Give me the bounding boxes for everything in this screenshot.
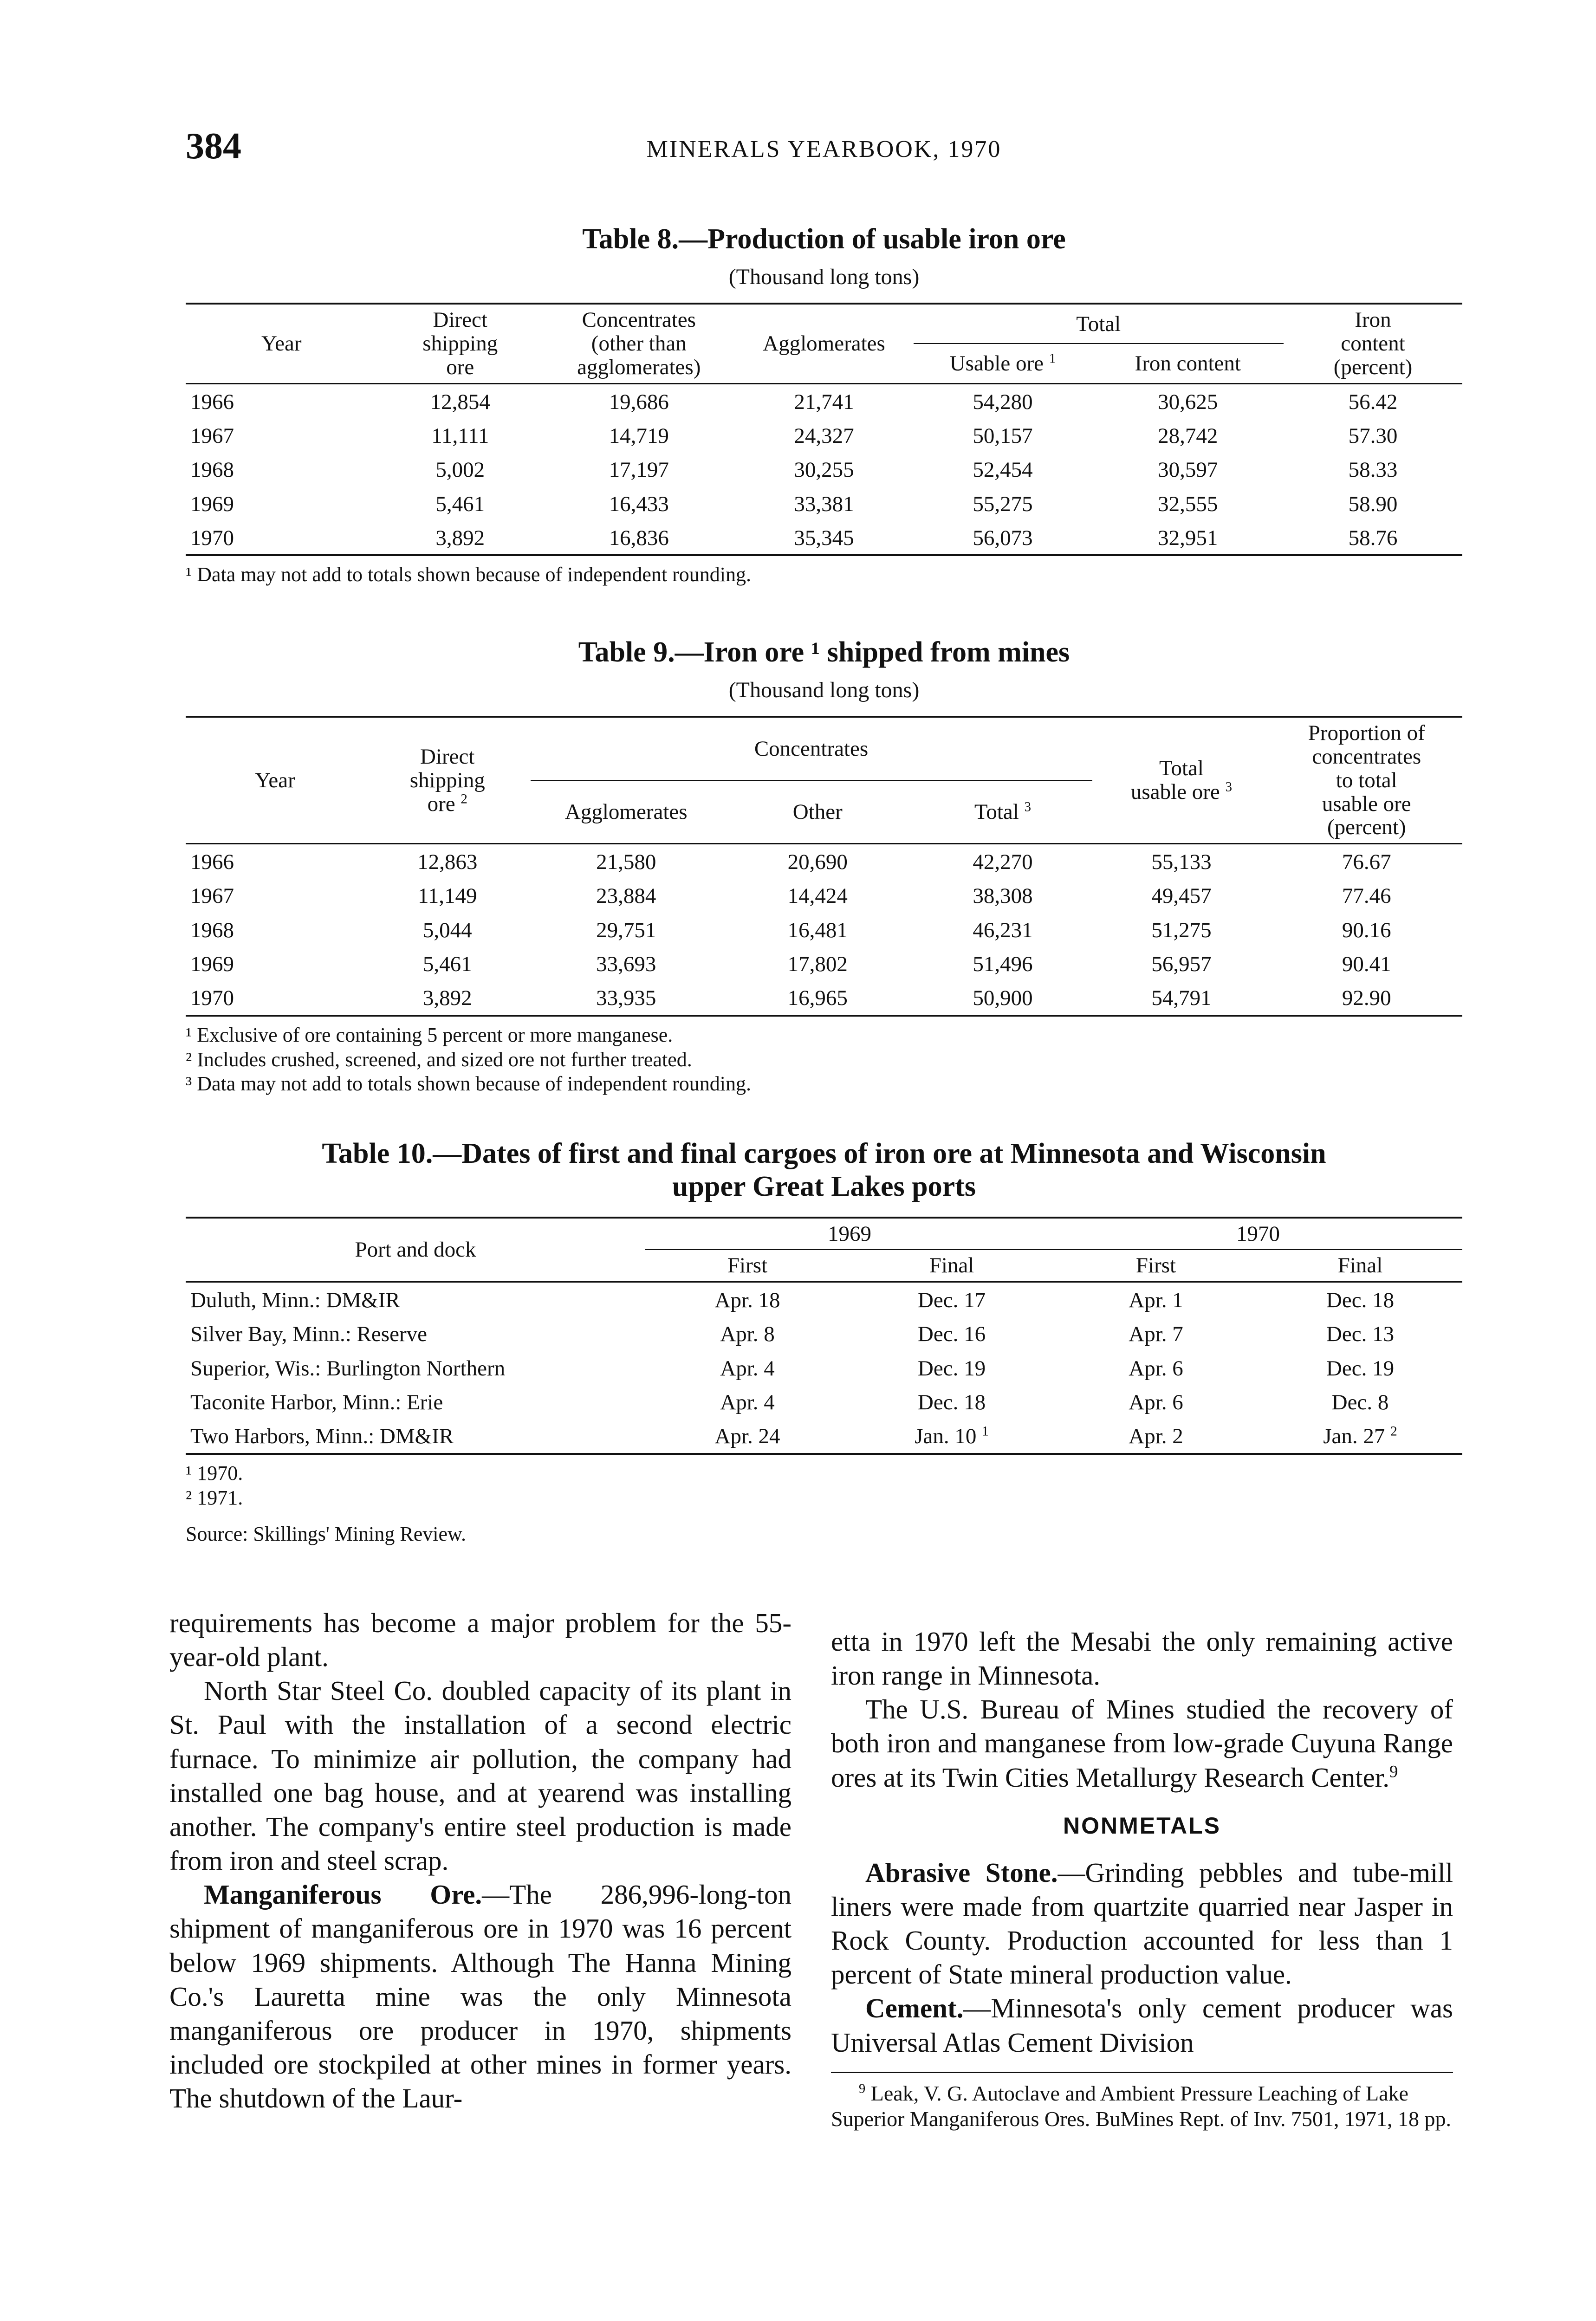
col-other: Other [792, 799, 843, 824]
table-row: 1969 5,461 16,433 33,381 55,275 32,555 58.90 [190, 492, 1398, 516]
col-port-and-dock: Port and dock [355, 1237, 476, 1262]
col-agglomerates: Agglomerates [564, 799, 688, 824]
col-total: Total $^3$ [974, 799, 1032, 824]
table-row: 1966 12,854 19,686 21,741 54,280 30,625 56.42 [190, 389, 1398, 414]
table-9-units: (Thousand long tons) [728, 678, 920, 703]
col-1969: 1969 [645, 1218, 1054, 1250]
col-1970-final: Final [1337, 1253, 1383, 1278]
table-row: Two Harbors, Minn.: DM&IR Apr. 24 Jan. 10 $^1$ Apr. 2 Jan. 27 $^2$ [190, 1424, 1397, 1449]
table-row: 1968 5,044 29,751 16,481 46,231 51,275 90.16 [190, 918, 1391, 942]
table-row: Duluth, Minn.: DM&IR Apr. 18 Dec. 17 Apr. 1 Dec. 18 [190, 1288, 1395, 1313]
col-total-usable-ore: Total usable ore $^3$ [1130, 756, 1233, 804]
table-row: Silver Bay, Minn.: Reserve Apr. 8 Dec. 16 Apr. 7 Dec. 13 [190, 1322, 1395, 1347]
left-column [169, 1606, 792, 2115]
table-9-grid [186, 716, 1462, 1016]
table-row: 1966 12,863 21,580 20,690 42,270 55,133 76.67 [190, 850, 1391, 875]
col-year: Year [255, 768, 295, 792]
table-10-footnotes: ¹ 1970. ² 1971. Source: Skillings' Mining Review. [186, 1461, 1462, 1547]
paragraph: North Star Steel Co. doubled capacity of its plant in St. Paul with the installation of a second electric furnace. To minimize air pollution, the company had installed one bag house, and at yearend was installing another. The company's entire steel production is made from iron and steel scrap. [169, 1675, 792, 1876]
table-9 [186, 636, 1462, 1096]
col-1970-first: First [1135, 1253, 1176, 1278]
table-8 [186, 223, 1462, 587]
table-10-grid [186, 1217, 1462, 1455]
table-row: 1967 11,111 14,719 24,327 50,157 28,742 57.30 [190, 423, 1398, 448]
col-agglomerates: Agglomerates [763, 331, 885, 356]
page-number: 384 [186, 126, 241, 167]
page-header [186, 125, 1462, 176]
col-total-group: Total [914, 304, 1284, 344]
table-8-footnotes: ¹ Data may not add to totals shown because of independent rounding. [186, 563, 752, 586]
paragraph: The U.S. Bureau of Mines studied the recovery of both iron and manganese from low-grade Cuyuna Range ores at its Twin Cities Metallurgy Research Center.$^9$ [831, 1694, 1453, 1793]
paragraph: Cement.—Minnesota's only cement producer was Universal Atlas Cement Division [831, 1993, 1453, 2058]
table-8-title: Table 8.—Production of usable iron ore [582, 223, 1066, 255]
running-title: MINERALS YEARBOOK, 1970 [646, 136, 1002, 162]
table-row: Taconite Harbor, Minn.: Erie Apr. 4 Dec. 18 Apr. 6 Dec. 8 [190, 1390, 1389, 1415]
paragraph: requirements has become a major problem for the 55-year-old plant. [169, 1608, 792, 1673]
table-row: 1967 11,149 23,884 14,424 38,308 49,457 77.46 [190, 884, 1391, 908]
col-1970: 1970 [1054, 1218, 1462, 1250]
col-concentrates: Concentrates (other than agglomerates) [577, 308, 701, 379]
col-proportion: Proportion of concentrates to total usable ore (percent) [1308, 721, 1425, 840]
paragraph: etta in 1970 left the Mesabi the only remaining active iron range in Minnesota. [831, 1626, 1453, 1691]
col-iron-content: Iron content [1135, 351, 1241, 376]
col-direct-shipping-ore: Direct shipping ore $^2$ [409, 745, 485, 816]
col-direct-shipping-ore: Direct shipping ore [422, 308, 498, 379]
table-9-title: Table 9.—Iron ore ¹ shipped from mines [578, 636, 1070, 668]
table-row: Superior, Wis.: Burlington Northern Apr. 4 Dec. 19 Apr. 6 Dec. 19 [190, 1356, 1395, 1381]
right-column [831, 1625, 1453, 2132]
table-10-title: Table 10.—Dates of first and final cargoes of iron ore at Minnesota and Wisconsin upper Great Lakes ports [322, 1138, 1326, 1203]
table-9-footnotes: ¹ Exclusive of ore containing 5 percent or more manganese. ² Includes crushed, screened, and sized ore not further treated. ³ Data may not add to totals shown because of independent rounding. [186, 1023, 752, 1096]
paragraph: Manganiferous Ore.—The 286,996-long-ton shipment of manganiferous ore in 1970 was 16 percent below 1969 shipments. Although The Hanna Mining Co.'s Lauretta mine was the only Minnesota manganiferous ore producer in 1970, shipments included ore stockpiled at other mines in former years. The shutdown of the Laur- [169, 1879, 792, 2114]
col-year: Year [261, 331, 302, 356]
col-1969-final: Final [929, 1253, 974, 1278]
table-8-units: (Thousand long tons) [728, 265, 920, 290]
col-1969-first: First [727, 1253, 768, 1278]
table-10-source: Source: Skillings' Mining Review. [186, 1523, 466, 1546]
footnote-9: $^9$ Leak, V. G. Autoclave and Ambient Pressure Leaching of Lake Superior Manganiferous Ores. BuMines Rept. of Inv. 7501, 1971, 18 pp. [831, 2072, 1453, 2132]
section-heading-nonmetals: NONMETALS [1063, 1812, 1221, 1839]
table-row: 1970 3,892 16,836 35,345 56,073 32,951 58.76 [190, 525, 1398, 550]
paragraph: Abrasive Stone.—Grinding pebbles and tube-mill liners were made from quartzite quarried near Jasper in Rock County. Production accounted for less than 1 percent of State mineral production value. [831, 1857, 1453, 1990]
col-usable-ore: Usable ore $^1$ [949, 350, 1056, 376]
col-concentrates-group: Concentrates [531, 717, 1092, 780]
col-iron-content-percent: Iron content (percent) [1333, 308, 1413, 379]
table-10 [186, 1137, 1462, 1547]
table-row: 1969 5,461 33,693 17,802 51,496 56,957 90.41 [190, 952, 1391, 977]
table-row: 1970 3,892 33,935 16,965 50,900 54,791 92.90 [190, 986, 1391, 1011]
table-8-grid [186, 303, 1462, 556]
table-row: 1968 5,002 17,197 30,255 52,454 30,597 58.33 [190, 458, 1398, 482]
